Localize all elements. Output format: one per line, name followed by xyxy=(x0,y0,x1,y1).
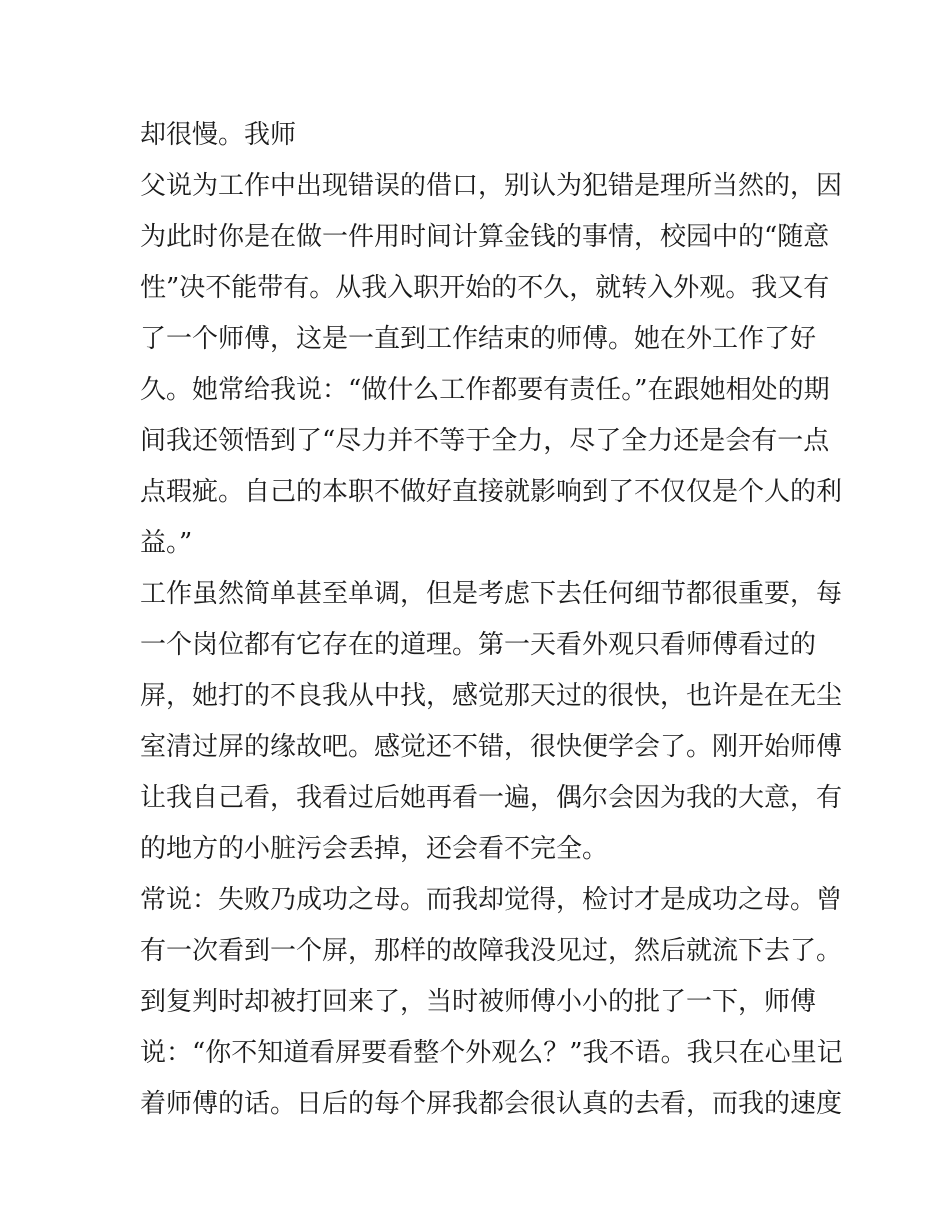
text-line: 屏，她打的不良我从中找，感觉那天过的很快，也许是在无尘 xyxy=(140,681,843,711)
text-line: 一个岗位都有它存在的道理。第一天看外观只看师傅看过的 xyxy=(140,630,817,660)
text-line: 工作虽然简单甚至单调，但是考虑下去任何细节都很重要，每 xyxy=(140,579,843,609)
text-line: 着师傅的话。日后的每个屏我都会很认真的去看，而我的速度 xyxy=(140,1089,843,1119)
text-line: 却很慢。我师 xyxy=(140,120,297,150)
text-line: 点瑕疵。自己的本职不做好直接就影响到了不仅仅是个人的利 xyxy=(140,477,843,507)
text-line: 常说：失败乃成功之母。而我却觉得，检讨才是成功之母。曾 xyxy=(140,885,843,915)
text-line: 久。她常给我说：“做什么工作都要有责任。”在跟她相处的期 xyxy=(140,375,830,405)
text-line: 父说为工作中出现错误的借口，别认为犯错是理所当然的，因 xyxy=(140,171,843,201)
text-line: 室清过屏的缘故吧。感觉还不错，很快便学会了。刚开始师傅 xyxy=(140,732,843,762)
text-line: 说：“你不知道看屏要看整个外观么？”我不语。我只在心里记 xyxy=(140,1038,843,1068)
text-line: 让我自己看，我看过后她再看一遍，偶尔会因为我的大意，有 xyxy=(140,783,843,813)
text-line: 益。” xyxy=(140,528,193,558)
text-line: 性”决不能带有。从我入职开始的不久，就转入外观。我又有 xyxy=(140,273,830,303)
text-line: 有一次看到一个屏，那样的故障我没见过，然后就流下去了。 xyxy=(140,936,843,966)
body-text xyxy=(140,110,843,1130)
text-line: 为此时你是在做一件用时间计算金钱的事情，校园中的“随意 xyxy=(140,222,830,252)
text-line: 了一个师傅，这是一直到工作结束的师傅。她在外工作了好 xyxy=(140,324,817,354)
text-line: 到复判时却被打回来了，当时被师傅小小的批了一下，师傅 xyxy=(140,987,817,1017)
text-line: 的地方的小脏污会丢掉，还会看不完全。 xyxy=(140,834,609,864)
text-line: 间我还领悟到了“尽力并不等于全力，尽了全力还是会有一点 xyxy=(140,426,830,456)
